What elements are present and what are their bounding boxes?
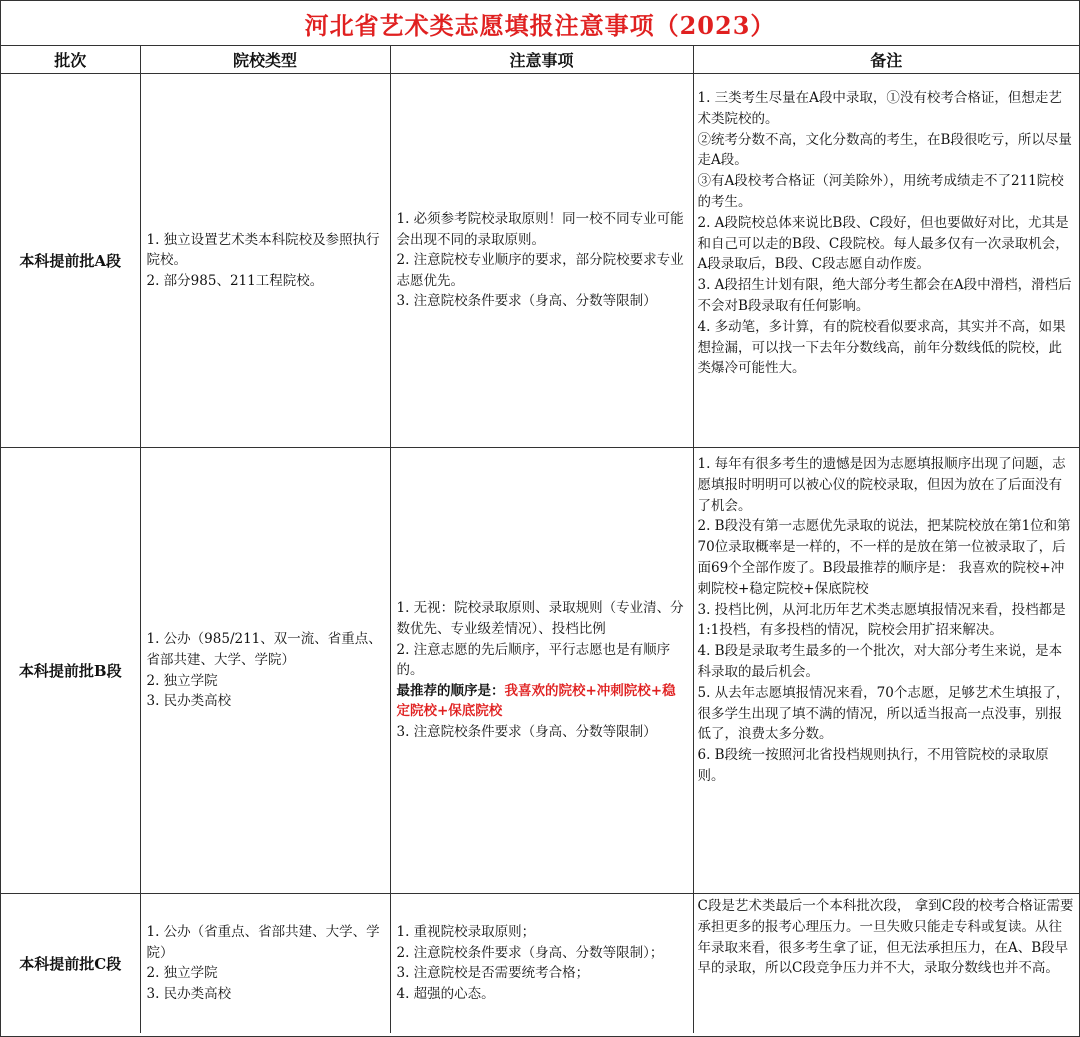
recommended-order [397,681,688,722]
note-item: 2. 注意院校专业顺序的要求，部分院校要求专业志愿优先。 [396,252,684,289]
table-row-batch-a [1,74,1079,448]
remark-item: 4. 多动笔，多计算，有的院校看似要求高，其实并不高，如果想捡漏，可以找一下去年分数线高，前年分数线低的院校，此类爆冷可能性大。 [697,318,1066,377]
batch-c-notes [390,894,693,1033]
remark-item: 1. 三类考生尽量在A段中录取，①没有校考合格证，但想走艺术类院校的。 [697,90,1062,127]
school-type-item: 3. 民办类高校 [146,985,232,1002]
remark-item: ②统考分数不高，文化分数高的考生，在B段很吃亏，所以尽量走A段。 [697,131,1072,169]
table-row-batch-c [1,894,1079,1033]
school-type-item: 3. 民办类高校 [146,693,232,710]
header-remarks: 备注 [693,46,1079,74]
remark-item: 3. A段招生计划有限，绝大部分考生都会在A段中滑档，滑档后不会对B段录取有任何影响。 [697,277,1072,314]
school-type-item: 2. 独立学院 [146,965,218,982]
batch-c-label: 本科提前批C段 [1,894,140,1033]
batch-c-remarks [693,894,1079,1033]
school-type-item: 1. 公办（省重点、省部共建、大学、学院） [146,924,380,961]
batch-a-label: 本科提前批A段 [1,74,140,448]
header-batch: 批次 [1,46,140,74]
school-type-item: 1. 公办（985/211、双一流、省重点、省部共建、大学、学院） [146,631,382,668]
remark-item: C段是艺术类最后一个本科批次段， 拿到C段的校考合格证需要承担更多的报考心理压力。一旦失败只能走专科或复读。从往年录取来看，很多考生拿了证，但无法承担压力，在A、B段早早的录取，所以C段竞争压力并不大，录取分数线也并不高。 [697,898,1074,977]
remark-item: 2. A段院校总体来说比B段、C段好，但也要做好对比，尤其是和自己可以走的B段、C段院校。每人最多仅有一次录取机会，A段录取后，B段、C段志愿自动作废。 [697,214,1069,273]
batch-a-school-types [140,74,390,448]
note-item: 3. 注意院校条件要求（身高、分数等限制） [396,723,657,740]
batch-c-school-types [140,894,390,1033]
note-item: 2. 注意院校条件要求（身高、分数等限制）； [396,944,664,961]
note-item: 1. 无视：院校录取原则、录取规则（专业清、分数优先、专业级差情况）、投档比例 [396,600,684,638]
remark-item: 2. B段没有第一志愿优先录取的说法，把某院校放在第1位和第70位录取概率是一样的，不一样的是放在第一位被录取了，后面69个全部作废了。B段最推荐的顺序是： 我喜欢的院校+冲刺院校+稳定院校+保底院校 [697,518,1071,597]
remark-item: 3. 投档比例，从河北历年艺术类志愿填报情况来看，投档都是1:1投档，有多投档的情况，院校会用扩招来解决。 [697,601,1066,639]
remark-item: 1. 每年有很多考生的遗憾是因为志愿填报顺序出现了问题，志愿填报时明明可以被心仪的院校录取，但因为放在了后面没有了机会。 [697,456,1066,514]
header-school-type: 院校类型 [140,46,390,74]
recommended-order-label: 最推荐的顺序是： [396,682,505,699]
note-item: 1. 必须参考院校录取原则！同一校不同专业可能会出现不同的录取原则。 [396,211,684,248]
header-notes: 注意事项 [390,46,693,74]
table-row-batch-b [1,448,1079,894]
batch-b-label: 本科提前批B段 [1,448,140,894]
remark-item: 5. 从去年志愿填报情况来看，70个志愿，足够艺术生填报了，很多学生出现了填不满的情况，所以适当报高一点没事，别报低了，浪费太多分数。 [697,684,1070,743]
school-type-item: 1. 独立设置艺术类本科院校及参照执行院校。 [146,231,380,269]
remark-item: 4. B段是录取考生最多的一个批次，对大部分考生来说，是本科录取的最后机会。 [697,643,1063,680]
recommended-order-value: 我喜欢的院校+冲刺院校+稳定院校+保底院校 [396,682,676,720]
notes-table [1,46,1079,1033]
note-item: 1. 重视院校录取原则； [396,924,536,941]
note-item: 3. 注意院校条件要求（身高、分数等限制） [396,293,657,310]
header-row [1,46,1079,74]
remark-item: ③有A段校考合格证（河美除外），用统考成绩走不了211院校的考生。 [697,173,1064,210]
note-item: 3. 注意院校是否需要统考合格； [396,965,590,982]
page-title: 河北省艺术类志愿填报注意事项（2023） [1,1,1079,46]
batch-b-notes [390,448,693,894]
batch-b-remarks [693,448,1079,894]
batch-a-remarks [693,74,1079,448]
batch-a-notes [390,74,693,448]
school-type-item: 2. 独立学院 [146,672,218,689]
school-type-item: 2. 部分985、211工程院校。 [146,272,324,289]
remark-item: 6. B段统一按照河北省投档规则执行，不用管院校的录取原则。 [697,747,1049,784]
note-item: 4. 超强的心态。 [396,985,495,1002]
note-item: 2. 注意志愿的先后顺序，平行志愿也是有顺序的。 [396,641,671,679]
batch-b-school-types [140,448,390,894]
